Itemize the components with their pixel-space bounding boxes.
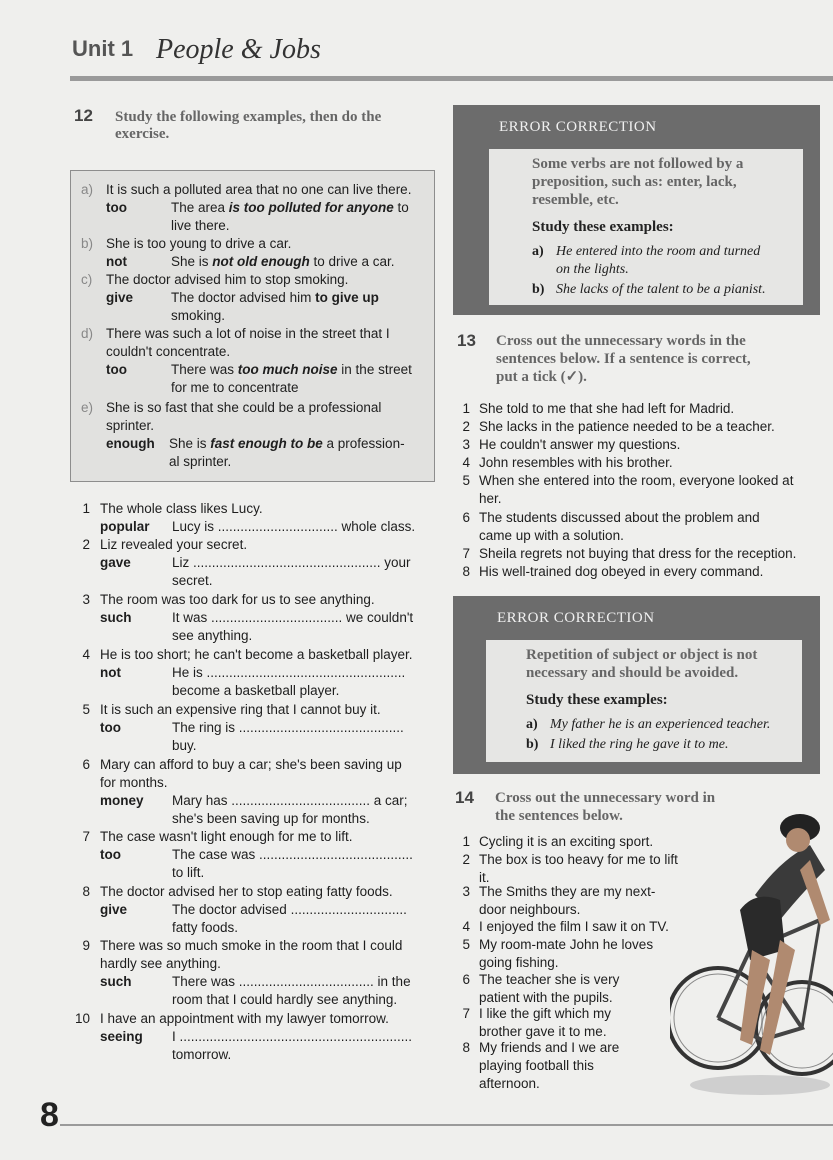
gap-continuation: tomorrow. [172,1047,232,1062]
item-number: 4 [462,455,470,470]
example-sentence: It is such a polluted area that no one can live there. [106,182,412,197]
list-item[interactable] [458,472,828,508]
item-number: 1 [462,401,470,416]
item-number: 6 [462,972,470,987]
list-item[interactable] [458,545,828,563]
example-letter: b) [526,737,539,752]
item-number: 4 [462,919,470,934]
keyword: seeing [100,1029,143,1044]
rewrite-text: in the street [337,362,412,377]
gap-continuation: secret. [172,573,213,588]
example-sentence: My father he is an experienced teacher. [550,717,771,732]
list-item [72,536,512,554]
gap-line[interactable]: Liz .................................................. your [172,555,411,570]
example-letter: a) [81,182,94,197]
item-sentence: came up with a solution. [479,528,624,543]
example-sentence: on the lights. [556,262,629,277]
item-number: 2 [82,537,90,552]
gap-continuation: buy. [172,738,197,753]
keyword: too [106,200,127,215]
list-item [72,701,512,719]
item-number: 5 [462,473,470,488]
item-sentence: afternoon. [479,1076,540,1091]
rewrite-text: There was [171,362,238,377]
keyword: popular [100,519,150,534]
item-number: 5 [82,702,90,717]
item-number: 2 [462,419,470,434]
item-sentence: He is too short; he can't become a basketball player. [100,647,413,662]
exercise-14-instruction: Cross out the unnecessary word in [495,790,716,806]
list-item[interactable] [458,851,688,887]
exercise-12-number: 12 [74,106,93,125]
item-sentence: I like the gift which my [479,1006,612,1021]
error-correction-title: ERROR CORRECTION [497,610,655,626]
rewrite-text: She is [171,254,213,269]
list-item [72,828,512,846]
example-letter: a) [532,244,544,259]
item-sentence: The Smiths they are my next- [479,884,656,899]
exercise-13-number: 13 [457,331,476,350]
item-sentence: The doctor advised her to stop eating fatty foods. [100,884,393,899]
item-keyword-row [100,1028,440,1064]
example-sentence: She lacks of the talent to be a pianist. [556,282,766,297]
error-correction-inner [486,640,802,762]
exercise-14-number: 14 [455,788,474,807]
item-number: 6 [82,757,90,772]
rewrite-text: The area [171,200,229,215]
item-keyword-row [100,554,440,590]
exercise-12-instruction-line2: exercise. [115,126,170,142]
item-sentence: for months. [100,775,168,790]
unit-title: People & Jobs [156,34,321,65]
example-sentence: She is so fast that she could be a professional [106,400,382,415]
gap-line[interactable]: There was .................................... in the [172,974,411,989]
item-sentence: It is such an expensive ring that I cannot buy it. [100,702,381,717]
rule-text: preposition, such as: enter, lack, [532,174,737,190]
item-number: 7 [462,546,470,561]
rewrite-answer: is too polluted for anyone [228,200,394,215]
item-number: 1 [82,501,90,516]
gap-line[interactable]: The doctor advised ............................... [172,902,407,917]
item-sentence: I enjoyed the film I saw it on TV. [479,919,669,934]
example-sentence: He entered into the room and turned [556,244,761,259]
rule-text: Repetition of subject or object is not [526,647,758,663]
footer-rule [60,1124,833,1126]
rewrite-text: to drive a car. [309,254,395,269]
example-letter: b) [532,282,545,297]
item-number: 3 [462,884,470,899]
item-sentence: The students discussed about the problem and [479,510,760,525]
gap-line[interactable]: Lucy is ................................ whole class. [172,519,416,534]
rule-text: Some verbs are not followed by a [532,156,744,172]
example-e [71,399,431,435]
rewrite-text: live there. [171,218,230,233]
keyword: too [106,362,127,377]
gap-line[interactable]: Mary has ..................................... a car; [172,793,408,808]
example-sentence: There was such a lot of noise in the street that I [106,326,390,341]
rewrite-text: to [393,200,409,215]
rewrite-answer: fast enough to be [210,436,323,451]
item-sentence: The room was too dark for us to see anything. [100,592,375,607]
list-item [72,883,512,901]
list-item [72,1010,512,1028]
list-item [72,646,512,664]
item-sentence: The teacher she is very [479,972,620,987]
gap-line[interactable]: The case was ......................................... [172,847,413,862]
item-sentence: patient with the pupils. [479,990,613,1005]
item-sentence: door neighbours. [479,902,581,917]
keyword: give [106,290,134,305]
list-item[interactable] [458,1039,688,1093]
exercise-13-instruction: put a tick (✓). [496,369,587,385]
example-b [71,235,431,253]
item-number: 8 [82,884,90,899]
item-number: 7 [462,1006,470,1021]
item-number: 7 [82,829,90,844]
item-sentence: Cycling it is an exciting sport. [479,834,654,849]
cyclist-illustration [670,800,833,1100]
example-sentence: couldn't concentrate. [106,344,231,359]
list-item[interactable] [458,509,828,545]
gap-line[interactable]: It was ................................... we couldn't [172,610,414,625]
keyword: such [100,974,132,989]
exercise-13-instruction: sentences below. If a sentence is correct, [496,351,751,367]
example-letter: b) [81,236,94,251]
item-number: 8 [462,1040,470,1055]
gap-continuation: to lift. [172,865,205,880]
keyword: not [100,665,121,680]
example-letter: d) [81,326,94,341]
rewrite-text: for me to concentrate [171,380,299,395]
keyword: give [100,902,128,917]
study-examples-label: Study these examples: [526,692,668,708]
item-sentence: John resembles with his brother. [479,455,673,470]
gap-line[interactable]: I .............................................................. [172,1029,413,1044]
ec-example-b [532,281,802,299]
example-letter: e) [81,400,94,415]
item-keyword-row [100,609,440,645]
list-item [72,756,512,792]
item-sentence: When she entered into the room, everyone looked at [479,473,794,488]
gap-line[interactable]: He is ..................................................... [172,665,406,680]
list-item[interactable] [458,454,828,472]
item-number: 10 [74,1011,90,1026]
item-number: 1 [462,834,470,849]
item-keyword-row [100,518,440,536]
item-sentence: Sheila regrets not buying that dress for the reception. [479,546,797,561]
list-item[interactable] [458,418,828,436]
item-number: 2 [462,852,470,867]
item-keyword-row [100,664,440,700]
list-item [72,500,512,518]
list-item[interactable] [458,436,828,454]
error-correction-inner [489,149,803,305]
item-sentence: Mary can afford to buy a car; she's been saving up [100,757,402,772]
item-sentence: playing football this [479,1058,594,1073]
list-item [72,937,512,973]
item-keyword-row [100,792,440,828]
rewrite-text: a profession- [322,436,405,451]
item-number: 4 [82,647,90,662]
example-c [71,271,431,289]
keyword: too [100,847,121,862]
item-keyword-row [100,719,440,755]
exercise-13-instruction: Cross out the unnecessary words in the [496,333,746,349]
example-sentence: The doctor advised him to stop smoking. [106,272,349,287]
item-sentence: The case wasn't light enough for me to lift. [100,829,353,844]
error-correction-box-1 [453,105,820,315]
gap-continuation: become a basketball player. [172,683,340,698]
rewrite-text: smoking. [171,308,226,323]
list-item[interactable] [458,1005,688,1041]
gap-continuation: fatty foods. [172,920,239,935]
list-item[interactable] [458,400,828,418]
item-sentence: The whole class likes Lucy. [100,501,263,516]
item-sentence: going fishing. [479,955,559,970]
example-sentence: sprinter. [106,418,155,433]
ec-example-a [532,243,802,279]
keyword: money [100,793,144,808]
exercise-12-instruction-line1: Study the following examples, then do the [115,109,382,125]
item-number: 9 [82,938,90,953]
item-keyword-row [100,901,440,937]
keyword: gave [100,555,131,570]
example-a [71,181,431,199]
item-keyword-row [100,846,440,882]
item-sentence: His well-trained dog obeyed in every command. [479,564,764,579]
item-sentence: My friends and I we are [479,1040,620,1055]
item-sentence: hardly see anything. [100,956,221,971]
rule-text: necessary and should be avoided. [526,665,739,681]
example-sentence: I liked the ring he gave it to me. [550,737,729,752]
rewrite-text: The doctor advised him [171,290,316,305]
item-number: 6 [462,510,470,525]
rewrite-answer: too much noise [237,362,338,377]
gap-line[interactable]: The ring is ............................................ [172,720,404,735]
item-sentence: There was so much smoke in the room that I could [100,938,403,953]
gap-continuation: she's been saving up for months. [172,811,370,826]
item-number: 3 [82,592,90,607]
ec-example-a [526,716,801,734]
item-sentence: I have an appointment with my lawyer tomorrow. [100,1011,389,1026]
example-d [71,325,431,361]
list-item[interactable] [458,883,688,919]
keyword: not [106,254,127,269]
item-sentence: her. [479,491,502,506]
item-sentence: it. [479,870,490,885]
item-sentence: The box is too heavy for me to lift [479,852,678,867]
study-examples-label: Study these examples: [532,219,674,235]
example-letter: a) [526,717,538,732]
gap-continuation: room that I could hardly see anything. [172,992,398,1007]
item-sentence: He couldn't answer my questions. [479,437,681,452]
item-number: 5 [462,937,470,952]
item-sentence: She lacks in the patience needed to be a teacher. [479,419,775,434]
list-item[interactable] [458,936,688,972]
rewrite-answer: to give up [315,290,379,305]
page-number: 8 [40,1096,59,1134]
item-sentence: She told to me that she had left for Madrid. [479,401,735,416]
list-item [72,591,512,609]
rewrite-answer: not old enough [212,254,310,269]
list-item[interactable] [458,563,828,581]
header-rule [70,76,833,81]
rule-text: resemble, etc. [532,192,619,208]
item-sentence: Liz revealed your secret. [100,537,248,552]
example-letter: c) [81,272,93,287]
list-item[interactable] [458,833,688,851]
exercise-12-examples-box [70,170,435,482]
error-correction-title: ERROR CORRECTION [499,119,657,135]
keyword: such [100,610,132,625]
gap-continuation: see anything. [172,628,253,643]
rewrite-text: al sprinter. [169,454,232,469]
rewrite-text: She is [169,436,211,451]
error-correction-box-2 [453,596,820,774]
item-number: 3 [462,437,470,452]
exercise-14-instruction: the sentences below. [495,808,623,824]
item-sentence: My room-mate John he loves [479,937,654,952]
example-sentence: She is too young to drive a car. [106,236,292,251]
item-keyword-row [100,973,440,1009]
keyword: enough [106,436,155,451]
keyword: too [100,720,121,735]
ec-example-b [526,736,801,754]
unit-label: Unit 1 [72,36,134,61]
list-item[interactable] [458,971,688,1007]
list-item[interactable] [458,918,688,936]
item-sentence: brother gave it to me. [479,1024,607,1039]
item-number: 8 [462,564,470,579]
